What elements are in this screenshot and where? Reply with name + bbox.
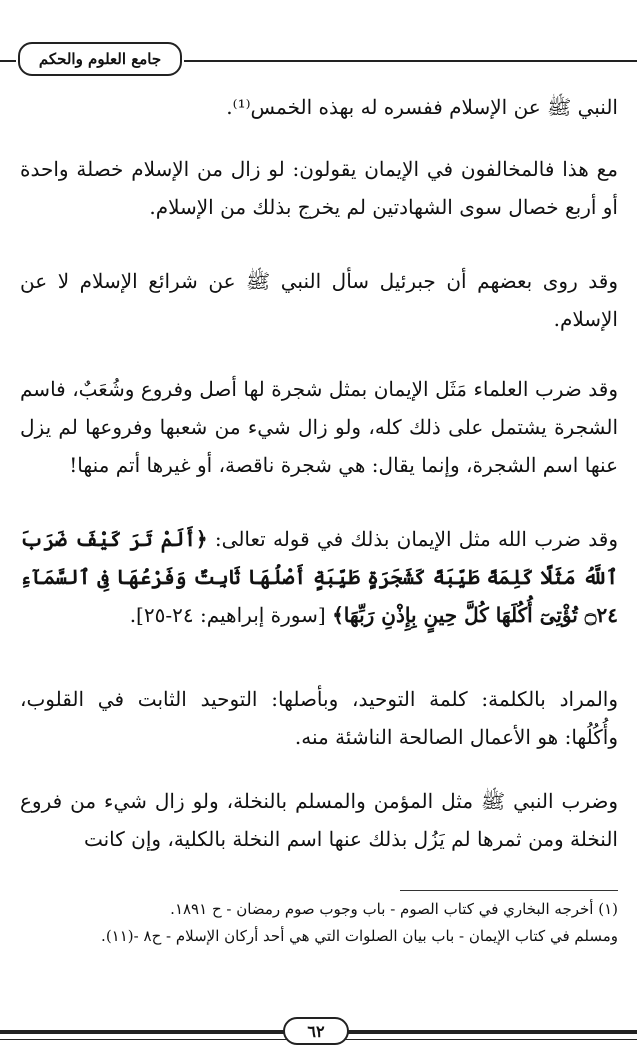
header-rule-right bbox=[184, 60, 637, 62]
paragraph-2 bbox=[20, 150, 618, 226]
paragraph-5 bbox=[20, 680, 618, 756]
running-title: جامع العلوم والحكم bbox=[18, 42, 182, 76]
footnote-separator bbox=[400, 890, 618, 891]
paragraph-text: وقد روى بعضهم أن جبرئيل سأل النبي ﷺ عن شرائع الإسلام لا عن الإسلام. bbox=[20, 269, 618, 331]
paragraph-text: النبي ﷺ عن الإسلام ففسره له بهذه الخمس⁽¹⁾. bbox=[226, 95, 618, 119]
paragraph-text: وقد ضرب العلماء مَثَل الإيمان بمثل شجرة لها أصل وفروع وشُعَبٌ، فاسم الشجرة يشتمل على ذلك كله، ولو زال شيء من شعبها وفروعها لم يزل عنها اسم الشجرة، وإنما يقال: هي شجرة ناقصة، أو غيرها أتم منها! bbox=[20, 377, 618, 477]
paragraph-4 bbox=[20, 370, 618, 484]
quran-reference: [سورة إبراهيم: ٢٤-٢٥]. bbox=[129, 603, 326, 627]
header-rule-left bbox=[0, 60, 16, 62]
paragraph-text: مع هذا فالمخالفون في الإيمان يقولون: لو زال من الإسلام خصلة واحدة أو أربع خصال سوى الشهادتين لم يخرج بذلك من الإسلام. bbox=[20, 157, 618, 219]
page-number: ٦٢ bbox=[283, 1017, 349, 1045]
paragraph-6 bbox=[20, 782, 618, 858]
quran-intro: وقد ضرب الله مثل الإيمان بذلك في قوله تعالى: bbox=[214, 527, 619, 551]
paragraph-1 bbox=[20, 88, 618, 126]
quran-verse: ﴿أَلَمْ تَرَ كَيْفَ ضَرَبَ ٱللَّهُ مَثَلًا كَلِمَةً طَيِّبَةً كَشَجَرَةٍ طَيِّبَةٍ أَصْلُهَا ثَابِتٌ وَفَرْعُهَا فِى ٱلسَّمَآءِ ۝٢٤ تُؤْتِىٓ أُكُلَهَا كُلَّ حِينٍ بِإِذْنِ رَبِّهَا﴾ bbox=[20, 527, 618, 627]
quran-paragraph-text bbox=[20, 520, 618, 634]
paragraph-3 bbox=[20, 262, 618, 338]
footnote-1: (١) أخرجه البخاري في كتاب الصوم - باب وجوب صوم رمضان - ح ١٨٩١. bbox=[170, 900, 618, 918]
paragraph-text: وضرب النبي ﷺ مثل المؤمن والمسلم بالنخلة، ولو زال شيء من فروع النخلة ومن ثمرها لم يَزُل بذلك عنها اسم النخلة بالكلية، وإن كانت bbox=[20, 789, 618, 851]
footnote-1-continued: ومسلم في كتاب الإيمان - باب بيان الصلوات التي هي أحد أركان الإسلام - ح٨ -(١١). bbox=[101, 927, 618, 945]
paragraph-text: والمراد بالكلمة: كلمة التوحيد، وبأصلها: التوحيد الثابت في القلوب، وأُكُلُها: هو الأعمال الصالحة الناشئة منه. bbox=[20, 687, 618, 749]
footnotes bbox=[20, 896, 618, 950]
paragraph-quran bbox=[20, 520, 618, 634]
